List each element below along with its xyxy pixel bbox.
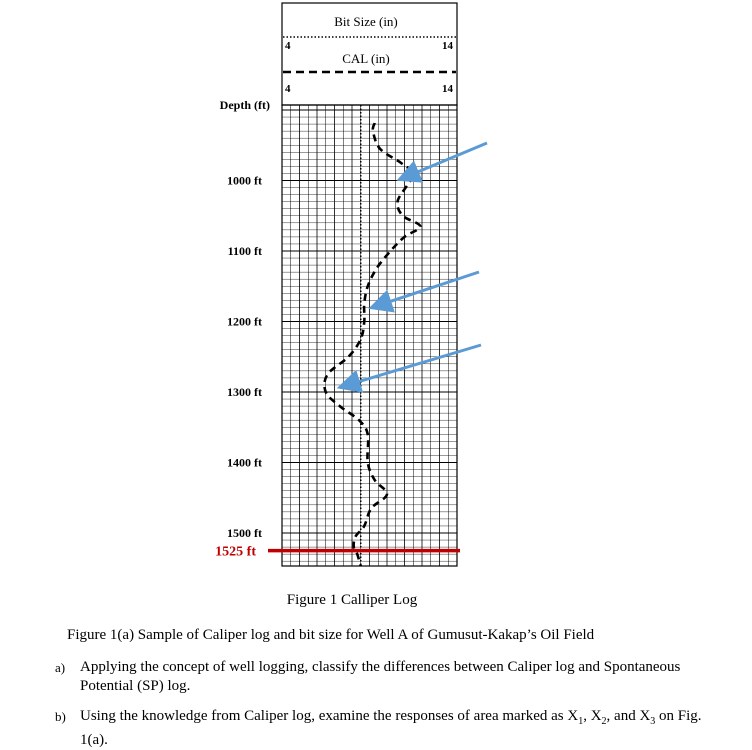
question-b-sep1: , X xyxy=(583,708,602,724)
question-a-label: a) xyxy=(55,660,66,675)
depth-tick-labels xyxy=(227,174,262,541)
x2-subscript: 2 xyxy=(601,716,607,727)
zone-arrow xyxy=(343,345,482,386)
zone-arrow xyxy=(374,272,479,307)
cal-min: 4 xyxy=(285,83,291,95)
depth-tick-label: 1300 ft xyxy=(227,385,262,399)
question-b-sep2: , and X xyxy=(606,708,651,724)
bit-size-label: Bit Size (in) xyxy=(334,14,398,29)
depth-tick-label: 1400 ft xyxy=(227,455,262,470)
cal-label: CAL (in) xyxy=(342,51,390,66)
bit-size-min: 4 xyxy=(285,40,291,52)
bit-size-max: 14 xyxy=(442,40,453,52)
question-b-text-before: Using the knowledge from Caliper log, examine the responses of area marked as X xyxy=(80,708,579,724)
question-b-text xyxy=(80,707,720,750)
figure-caption: Figure 1 Calliper Log xyxy=(286,592,418,608)
depth-tick-label: 1500 ft xyxy=(227,526,262,540)
depth-tick-label: 1200 ft xyxy=(227,314,262,329)
depth-tick-label: 1100 ft xyxy=(227,244,262,258)
figure-subtitle: Figure 1(a) Sample of Caliper log and bit size for Well A of Gumusut-Kakap’s Oil Field xyxy=(67,627,595,643)
question-b-text-after: on Fig. 1(a). xyxy=(80,708,702,748)
caliper-curve xyxy=(324,123,420,566)
x1-subscript: 1 xyxy=(578,716,584,727)
log-grid xyxy=(282,105,457,566)
question-a-text: Applying the concept of well logging, classify the differences between Caliper log and Spontaneous Potential (SP) log. xyxy=(80,659,681,694)
depth-marker-label: 1525 ft xyxy=(215,544,256,560)
question-b-label: b) xyxy=(55,709,66,724)
x3-subscript: 3 xyxy=(650,716,656,727)
depth-axis-label: Depth (ft) xyxy=(219,98,270,112)
depth-tick-label: 1000 ft xyxy=(227,173,262,188)
zone-arrow xyxy=(402,143,487,179)
zone-arrows xyxy=(343,143,488,386)
cal-max: 14 xyxy=(442,83,453,95)
